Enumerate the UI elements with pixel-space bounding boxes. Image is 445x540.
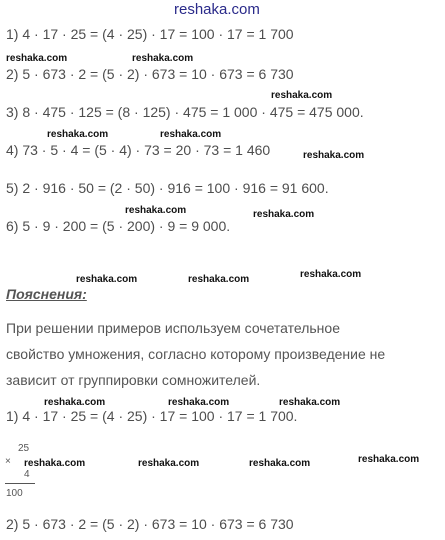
explained-equation-1: 1) 4 · 17 · 25 = (4 · 25) · 17 = 100 · 17 = 1 700. (6, 408, 298, 424)
watermark: reshaka.com (249, 458, 311, 469)
equation-3: 3) 8 · 475 · 125 = (8 · 125) · 475 = 1 000 · 475 = 475 000. (6, 104, 364, 120)
equation-4: 4) 73 · 5 · 4 = (5 · 4) · 73 = 20 · 73 = 1 460 (6, 142, 271, 158)
equation-2: 2) 5 · 673 · 2 = (5 · 2) · 673 = 10 · 673 = 6 730 (6, 66, 294, 82)
equation-5: 5) 2 · 916 · 50 = (2 · 50) · 916 = 100 · 916 = 91 600. (6, 180, 329, 196)
watermark: reshaka.com (168, 397, 230, 408)
watermark: reshaka.com (125, 205, 187, 216)
watermark: reshaka.com (271, 90, 333, 101)
watermark: reshaka.com (188, 274, 250, 285)
watermark: reshaka.com (253, 209, 315, 220)
equation-1: 1) 4 · 17 · 25 = (4 · 25) · 17 = 100 · 17 = 1 700 (6, 26, 294, 42)
column-result: 100 (6, 488, 23, 499)
watermark: reshaka.com (358, 454, 420, 465)
watermark: reshaka.com (300, 269, 362, 280)
watermark: reshaka.com (76, 274, 138, 285)
multiply-sign: × (5, 456, 11, 467)
explanation-line-3: зависит от группировки сомножителей. (6, 372, 261, 388)
explanation-heading: Пояснения: (6, 286, 87, 302)
watermark: reshaka.com (303, 150, 365, 161)
watermark: reshaka.com (279, 397, 341, 408)
watermark: reshaka.com (138, 458, 200, 469)
site-brand[interactable]: reshaka.com (174, 1, 260, 18)
explanation-line-2: свойство умножения, согласно которому произведение не (6, 346, 386, 362)
explanation-line-1: При решении примеров используем сочетательное (6, 320, 340, 336)
watermark: reshaka.com (132, 53, 194, 64)
watermark: reshaka.com (47, 129, 109, 140)
explained-equation-2: 2) 5 · 673 · 2 = (5 · 2) · 673 = 10 · 673 = 6 730 (6, 516, 294, 532)
watermark: reshaka.com (24, 458, 86, 469)
watermark: reshaka.com (160, 129, 222, 140)
column-top-number: 25 (18, 443, 30, 454)
watermark: reshaka.com (44, 397, 106, 408)
column-rule (5, 483, 35, 484)
watermark: reshaka.com (6, 53, 68, 64)
column-bottom-number: 4 (24, 469, 30, 480)
equation-6: 6) 5 · 9 · 200 = (5 · 200) · 9 = 9 000. (6, 218, 231, 234)
